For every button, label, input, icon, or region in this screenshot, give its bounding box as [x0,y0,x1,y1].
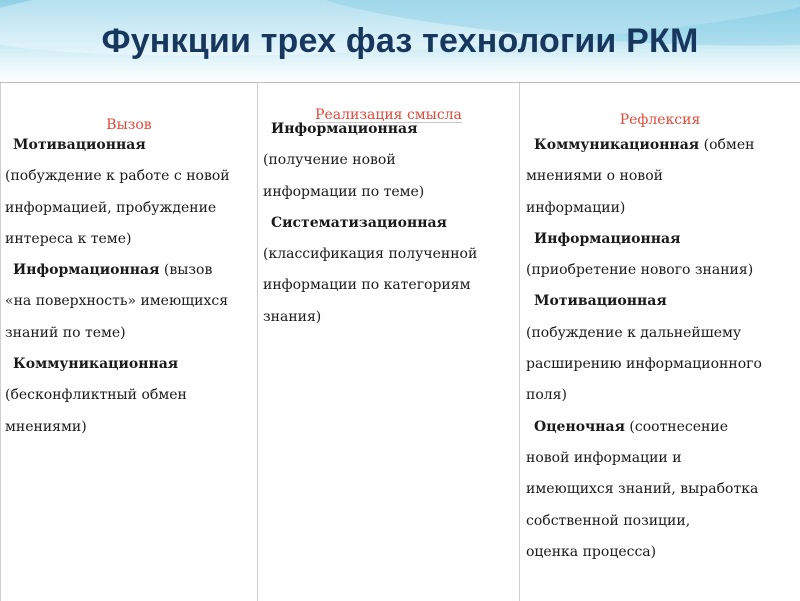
function-description-line [263,239,519,270]
function-entry [5,130,257,161]
function-text: расширению информационного [526,356,762,373]
function-text: оценка процесса) [526,543,657,560]
function-description-line [5,286,257,317]
function-description-line [526,380,800,411]
column-heading: Реализация смысла [315,107,462,123]
function-description-line [526,193,800,224]
function-description-line [5,161,257,192]
function-text: (бесконфликтный обмен [5,387,187,404]
function-entry [526,286,800,317]
function-text: мнениями) [5,418,87,435]
function-name: Систематизационная [271,214,447,231]
function-description-line [526,255,800,286]
function-description-line [526,537,800,568]
function-entry [5,255,257,286]
function-text: информации по теме) [263,183,425,200]
function-text: новой информации и [526,449,682,466]
function-entry [526,224,800,255]
function-name: Коммуникационная [534,137,700,153]
function-description-line [263,145,519,176]
function-description-line [263,302,519,333]
column-heading: Рефлексия [619,112,701,128]
function-entry [263,208,519,239]
function-text: (обмен [699,137,755,153]
function-description-line [526,161,800,192]
function-text: информации) [526,199,626,216]
function-entry [526,412,800,443]
function-text: (приобретение нового знания) [526,262,754,279]
function-name: Оценочная [534,418,625,435]
function-text: знания) [263,308,322,325]
function-description-line [5,224,257,255]
function-name: Мотивационная [534,293,667,310]
function-text: поля) [526,387,567,404]
function-name: Информационная [534,230,681,247]
phases-table [0,82,800,601]
column-challenge [0,83,258,601]
function-name: Мотивационная [13,137,146,153]
function-description-line [5,318,257,349]
column-heading: Вызов [106,117,152,133]
function-list [1,130,257,443]
function-text: знаний по теме) [5,324,126,341]
function-description-line [526,506,800,537]
function-entry [263,114,519,145]
function-text: имеющихся знаний, выработка [526,481,759,498]
function-text: мнениями о новой [526,168,663,185]
function-text: информацией, пробуждение [5,199,217,216]
function-text: (вызов [159,262,213,279]
function-description-line [263,177,519,208]
function-list [520,130,800,568]
column-reflection [520,83,800,601]
function-text: собственной позиции, [526,512,691,529]
function-text: информации по категориям [263,277,471,294]
function-text: (соотнесение [624,418,728,435]
function-name: Коммуникационная [13,356,179,373]
function-name: Информационная [271,121,418,137]
function-description-line [5,412,257,443]
function-description-line [526,318,800,349]
function-text: (побуждение к работе с новой [5,168,230,185]
function-description-line [263,270,519,301]
column-realization [258,83,520,601]
page-title: Функции трех фаз технологии РКМ [101,22,699,60]
function-list [258,114,519,333]
function-description-line [526,349,800,380]
function-entry [526,130,800,161]
function-text: (классификация полученной [263,246,478,263]
function-description-line [526,443,800,474]
function-text: (побуждение к дальнейшему [526,324,742,341]
function-text: интереса к теме) [5,230,132,247]
function-description-line [526,474,800,505]
function-description-line [5,193,257,224]
function-name: Информационная [13,262,160,279]
title-banner [0,0,800,82]
function-description-line [5,380,257,411]
function-entry [5,349,257,380]
function-text: (получение новой [263,152,396,169]
function-text: «на поверхность» имеющихся [5,293,229,310]
